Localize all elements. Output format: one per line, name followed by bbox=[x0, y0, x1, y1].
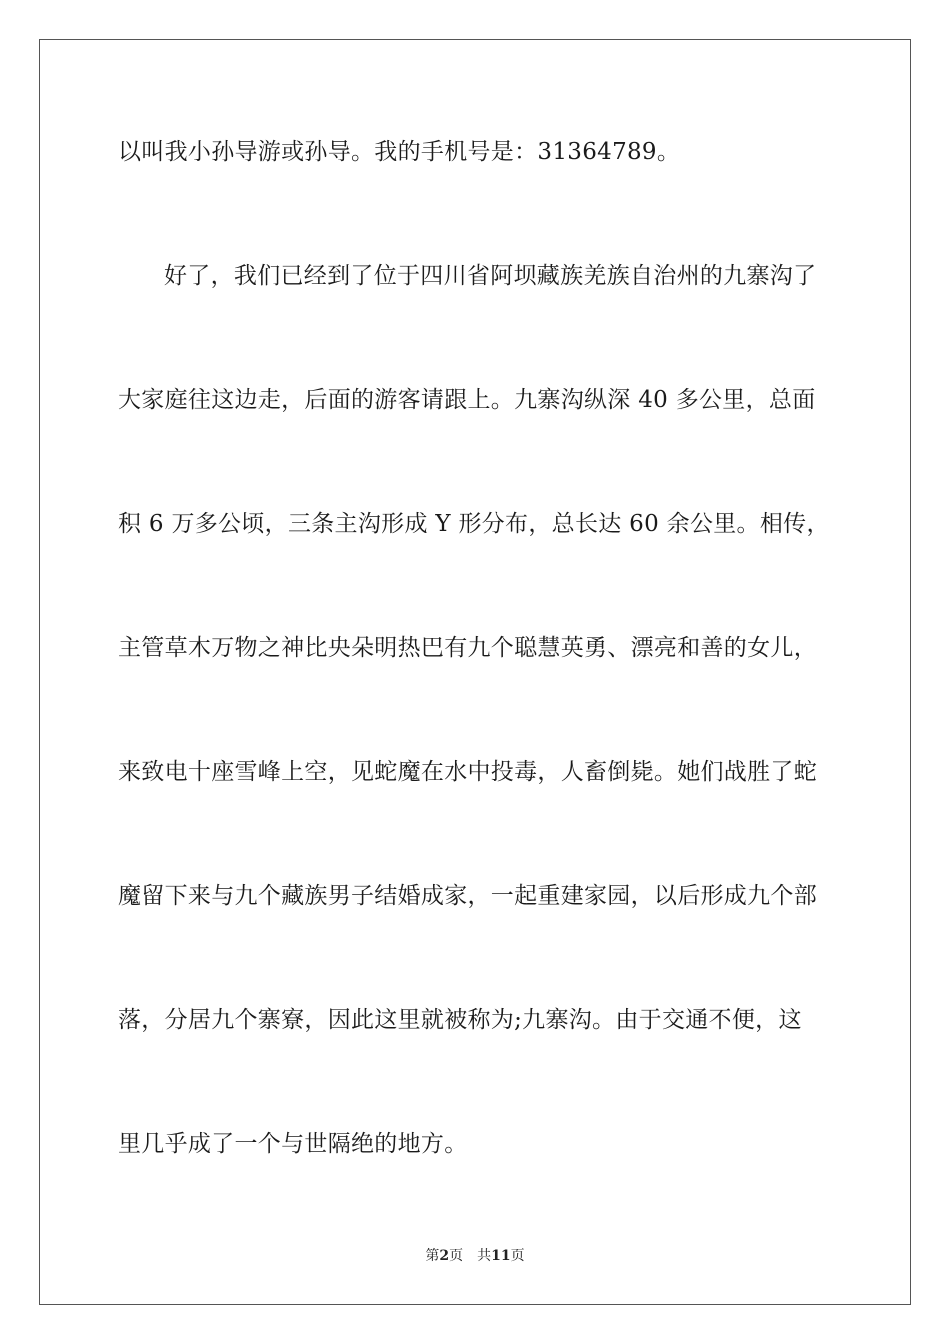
page-footer bbox=[0, 1247, 950, 1265]
paragraph-line-5: 主管草木万物之神比央朵明热巴有九个聪慧英勇、漂亮和善的女儿， bbox=[118, 635, 817, 661]
paragraph-line-7: 魔留下来与九个藏族男子结婚成家，一起重建家园，以后形成九个部 bbox=[118, 883, 817, 909]
paragraph-line-4: 积 6 万多公顷，三条主沟形成 Y 形分布，总长达 60 余公里。相传， bbox=[118, 511, 830, 537]
page-border bbox=[39, 39, 911, 1305]
total-label-suffix: 页 bbox=[510, 1248, 525, 1264]
paragraph-line-2: 好了，我们已经到了位于四川省阿坝藏族羌族自治州的九寨沟了 bbox=[164, 263, 817, 289]
paragraph-line-9: 里几乎成了一个与世隔绝的地方。 bbox=[118, 1131, 468, 1157]
page-label-suffix: 页 bbox=[449, 1248, 464, 1264]
paragraph-line-8: 落，分居九个寨寮，因此这里就被称为;九寨沟。由于交通不便，这 bbox=[118, 1007, 802, 1033]
paragraph-line-3: 大家庭往这边走，后面的游客请跟上。九寨沟纵深 40 多公里，总面 bbox=[118, 387, 816, 413]
total-label-prefix: 共 bbox=[477, 1248, 492, 1264]
current-page-number: 2 bbox=[439, 1248, 450, 1264]
paragraph-line-6: 来致电十座雪峰上空，见蛇魔在水中投毒，人畜倒毙。她们战胜了蛇 bbox=[118, 759, 817, 785]
total-page-number: 11 bbox=[491, 1248, 511, 1264]
paragraph-line-1: 以叫我小孙导游或孙导。我的手机号是：31364789。 bbox=[118, 139, 681, 165]
page-label-prefix: 第 bbox=[425, 1248, 440, 1264]
